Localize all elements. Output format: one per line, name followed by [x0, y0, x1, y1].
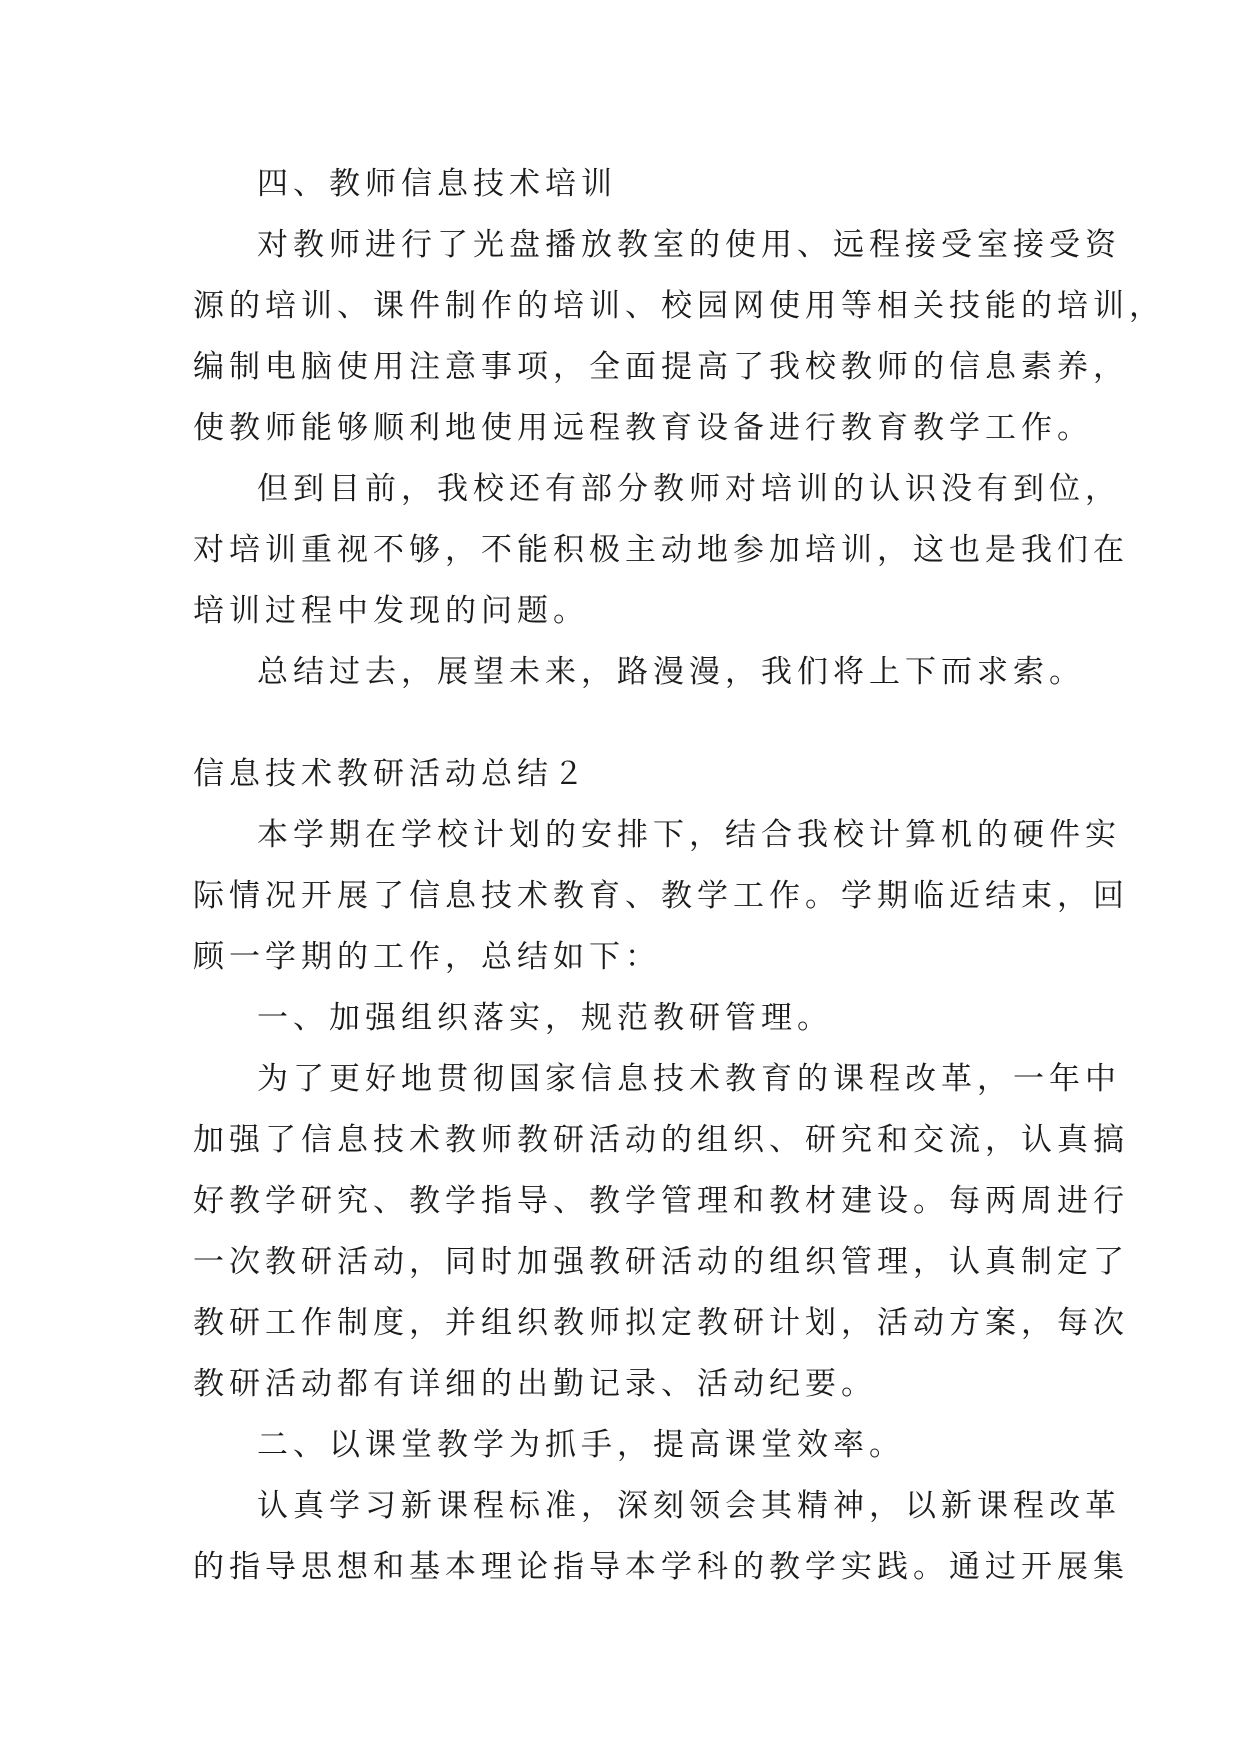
section-heading: 一、加强组织落实，规范教研管理。 — [257, 1000, 833, 1036]
paragraph-line: 一次教研活动，同时加强教研活动的组织管理，认真制定了 — [193, 1244, 1129, 1280]
paragraph-line: 教研活动都有详细的出勤记录、活动纪要。 — [193, 1366, 877, 1402]
section-heading-training: 四、教师信息技术培训 — [257, 166, 617, 202]
paragraph-line: 认真学习新课程标准，深刻领会其精神，以新课程改革 — [257, 1488, 1121, 1524]
paragraph-line: 源的培训、课件制作的培训、校园网使用等相关技能的培训， — [193, 288, 1165, 324]
paragraph-line: 总结过去，展望未来，路漫漫，我们将上下而求索。 — [257, 654, 1085, 690]
section-heading: 二、以课堂教学为抓手，提高课堂效率。 — [257, 1427, 905, 1463]
paragraph-line: 好教学研究、教学指导、教学管理和教材建设。每两周进行 — [193, 1183, 1129, 1219]
paragraph-line: 本学期在学校计划的安排下，结合我校计算机的硬件实 — [257, 817, 1121, 853]
paragraph-line: 为了更好地贯彻国家信息技术教育的课程改革，一年中 — [257, 1061, 1121, 1097]
paragraph-line: 但到目前，我校还有部分教师对培训的认识没有到位， — [257, 471, 1121, 507]
document-subtitle: 信息技术教研活动总结２ — [193, 756, 589, 792]
paragraph-line: 编制电脑使用注意事项，全面提高了我校教师的信息素养， — [193, 349, 1129, 385]
paragraph-line: 加强了信息技术教师教研活动的组织、研究和交流，认真搞 — [193, 1122, 1129, 1158]
paragraph-line: 的指导思想和基本理论指导本学科的教学实践。通过开展集 — [193, 1549, 1129, 1585]
paragraph-line: 际情况开展了信息技术教育、教学工作。学期临近结束，回 — [193, 878, 1129, 914]
paragraph-line: 对培训重视不够，不能积极主动地参加培训，这也是我们在 — [193, 532, 1129, 568]
paragraph-line: 对教师进行了光盘播放教室的使用、远程接受室接受资 — [257, 227, 1121, 263]
paragraph-line: 培训过程中发现的问题。 — [193, 593, 589, 629]
paragraph-line: 使教师能够顺利地使用远程教育设备进行教育教学工作。 — [193, 410, 1093, 446]
paragraph-line: 顾一学期的工作，总结如下： — [193, 939, 661, 975]
paragraph-line: 教研工作制度，并组织教师拟定教研计划，活动方案，每次 — [193, 1305, 1129, 1341]
